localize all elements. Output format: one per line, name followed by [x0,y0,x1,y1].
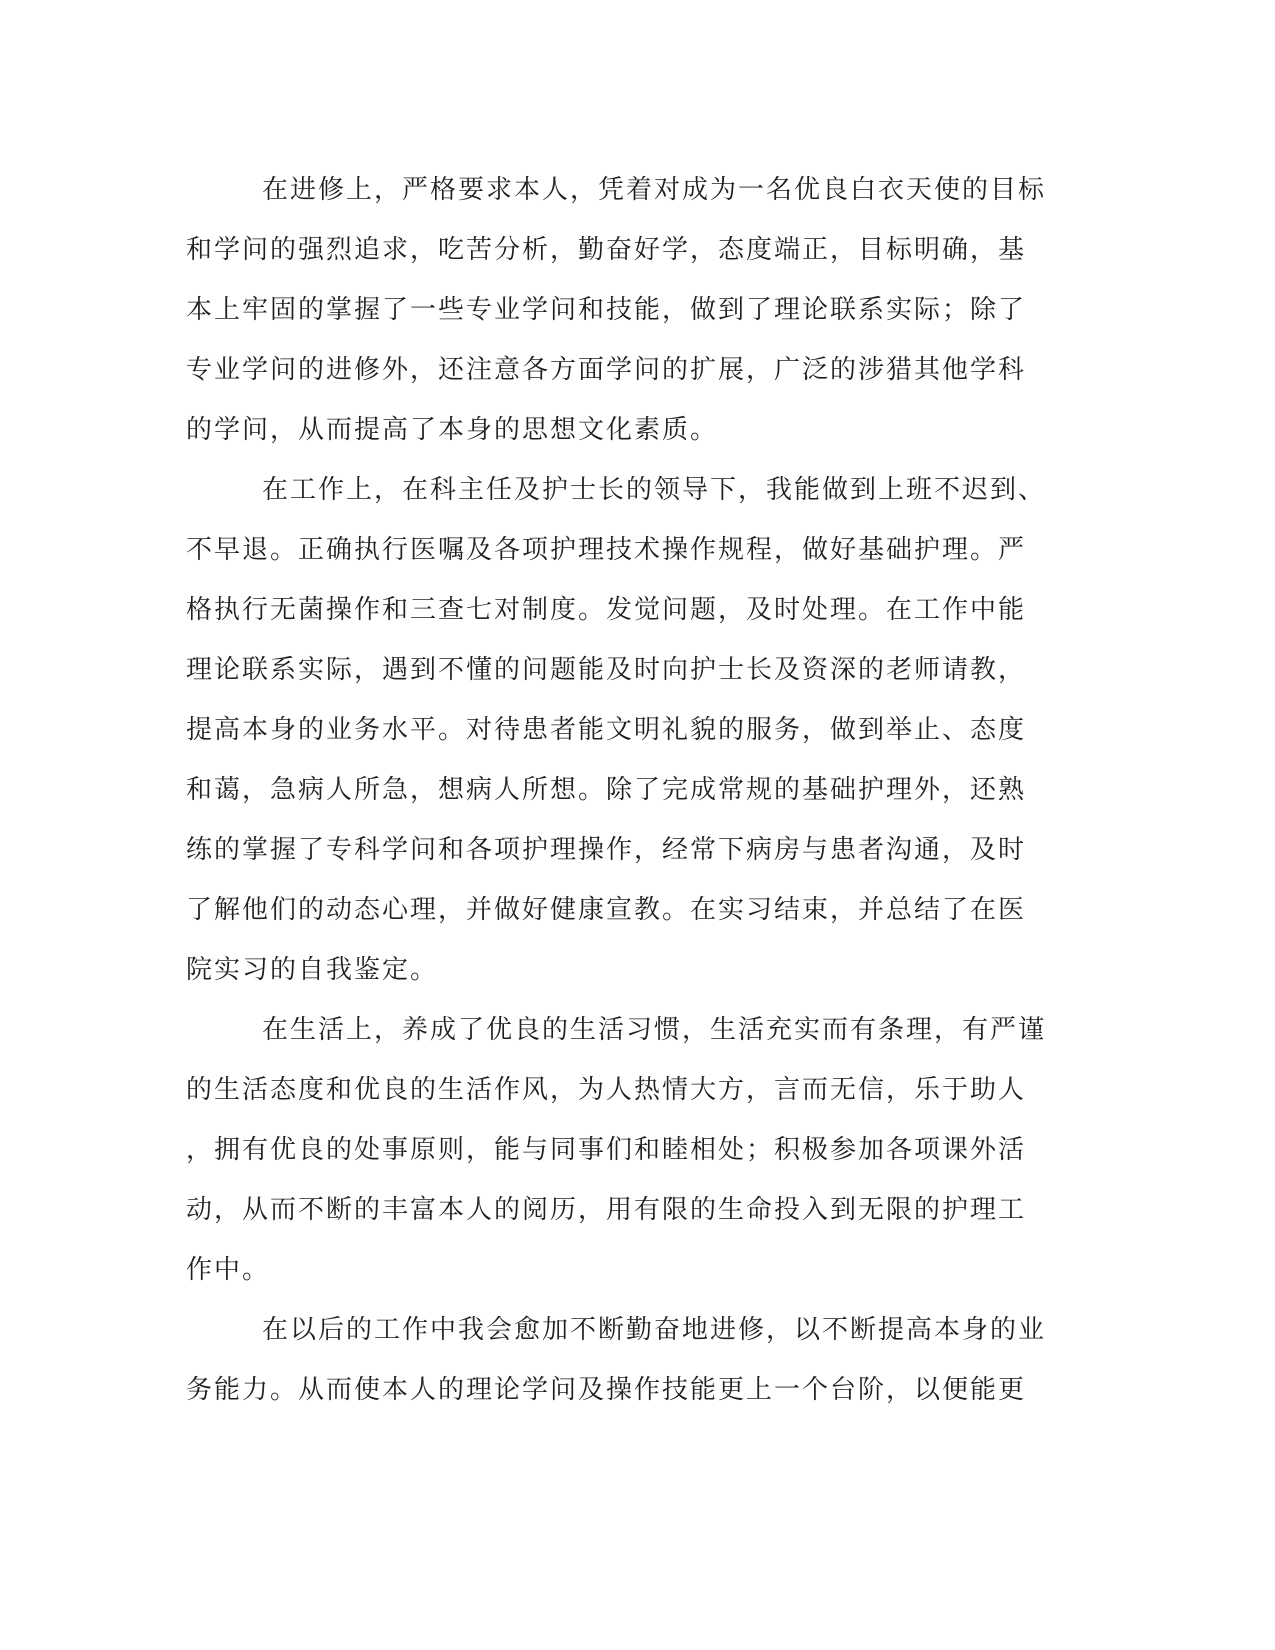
text-line: 院实习的自我鉴定。 [186,955,439,985]
text-line: 理论联系实际，遇到不懂的问题能及时向护士长及资深的老师请教， [186,655,1027,685]
text-line: 在进修上，严格要求本人，凭着对成为一名优良白衣天使的目标 [262,175,1047,205]
text-line: 务能力。从而使本人的理论学问及操作技能更上一个台阶，以便能更 [186,1375,1027,1405]
text-line: 的学问，从而提高了本身的思想文化素质。 [186,415,719,445]
text-line: 的生活态度和优良的生活作风，为人热情大方，言而无信，乐于助人 [186,1075,1027,1105]
text-line: 提高本身的业务水平。对待患者能文明礼貌的服务，做到举止、态度 [186,715,1027,745]
text-line: ，拥有优良的处事原则，能与同事们和睦相处；积极参加各项课外活 [186,1135,1027,1165]
text-line: 和蔼，急病人所急，想病人所想。除了完成常规的基础护理外，还熟 [186,775,1027,805]
document-body [186,160,1066,1420]
text-line: 和学问的强烈追求，吃苦分析，勤奋好学，态度端正，目标明确，基 [186,235,1027,265]
paragraph-study [186,160,1066,460]
text-line: 练的掌握了专科学问和各项护理操作，经常下病房与患者沟通，及时 [186,835,1027,865]
text-line: 格执行无菌操作和三查七对制度。发觉问题，及时处理。在工作中能 [186,595,1027,625]
text-line: 作中。 [186,1255,271,1285]
text-line: 在以后的工作中我会愈加不断勤奋地进修，以不断提高本身的业 [262,1315,1047,1345]
text-line: 了解他们的动态心理，并做好健康宣教。在实习结束，并总结了在医 [186,895,1027,925]
paragraph-future [186,1300,1066,1420]
text-line: 在生活上，养成了优良的生活习惯，生活充实而有条理，有严谨 [262,1015,1047,1045]
paragraph-life [186,1000,1066,1300]
text-line: 不早退。正确执行医嘱及各项护理技术操作规程，做好基础护理。严 [186,535,1027,565]
text-line: 动，从而不断的丰富本人的阅历，用有限的生命投入到无限的护理工 [186,1195,1027,1225]
text-line: 本上牢固的掌握了一些专业学问和技能，做到了理论联系实际；除了 [186,295,1027,325]
paragraph-work [186,460,1066,1000]
text-line: 在工作上，在科主任及护士长的领导下，我能做到上班不迟到、 [262,475,1047,505]
text-line: 专业学问的进修外，还注意各方面学问的扩展，广泛的涉猎其他学科 [186,355,1027,385]
